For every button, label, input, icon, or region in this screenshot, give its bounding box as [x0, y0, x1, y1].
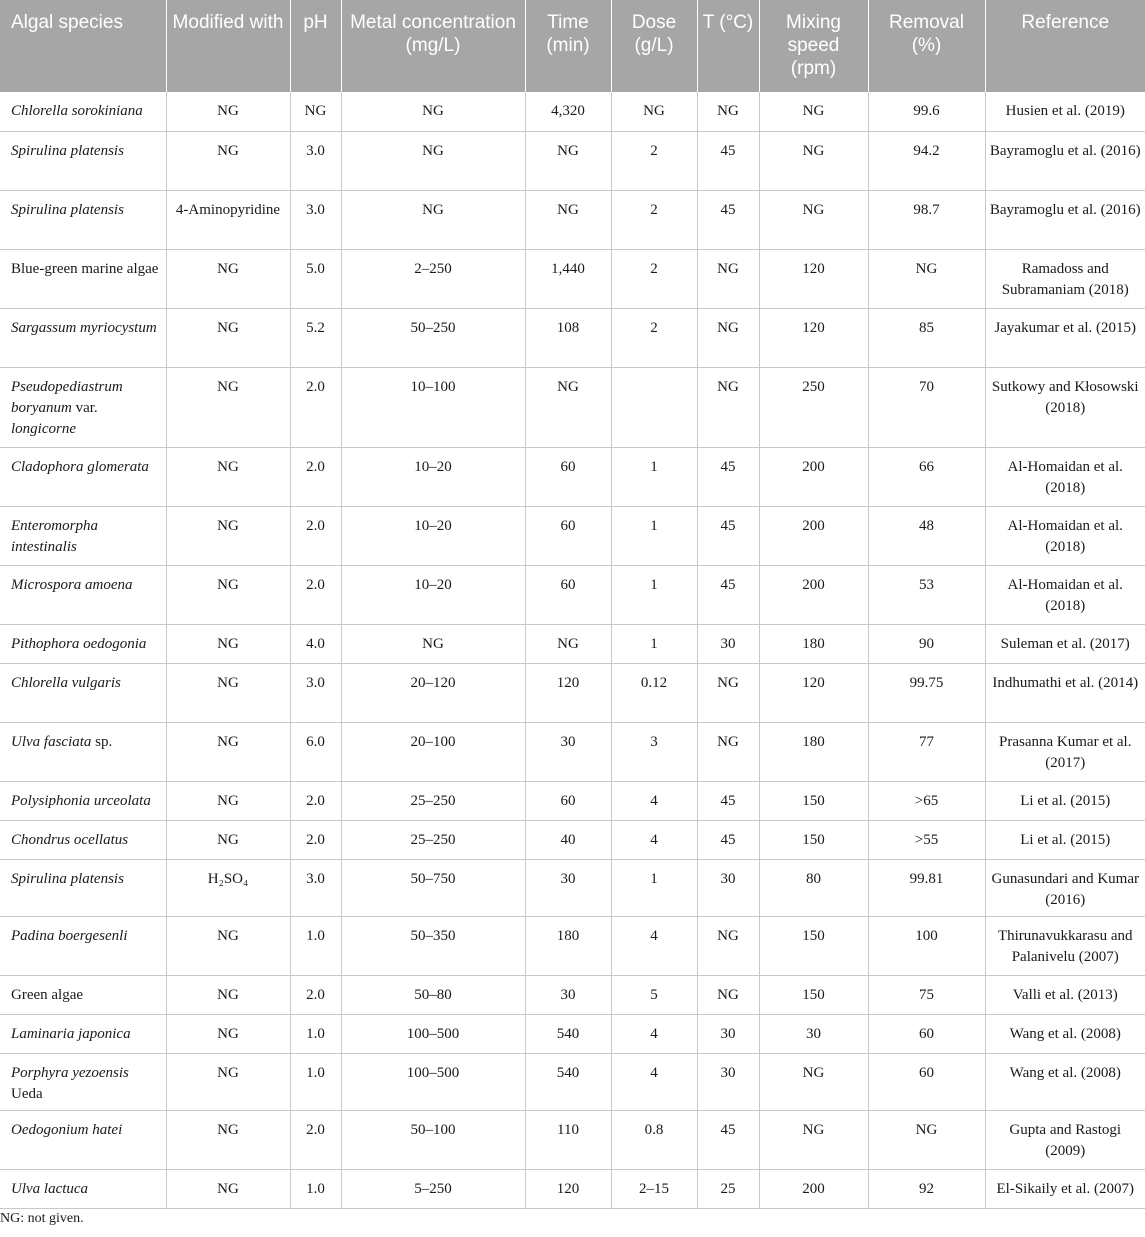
cell-temp: 45	[697, 565, 759, 624]
cell-ph: 2.0	[290, 367, 341, 447]
cell-temp: 30	[697, 1053, 759, 1110]
col-header-mixing: Mixing speed (rpm)	[759, 0, 868, 92]
table-row	[0, 1053, 1145, 1110]
footnote: NG: not given.	[0, 1211, 84, 1226]
cell-ph: 1.0	[290, 916, 341, 975]
species-name: Porphyra yezoensis	[11, 1064, 129, 1081]
species-name: Polysiphonia urceolata	[11, 792, 151, 809]
cell-modified: NG	[166, 916, 290, 975]
cell-ph: NG	[290, 92, 341, 131]
cell-modified: NG	[166, 1169, 290, 1208]
table-row	[0, 916, 1145, 975]
species-name: Microspora amoena	[11, 576, 133, 593]
cell-species	[0, 1014, 166, 1053]
cell-metal: 20–120	[341, 663, 525, 722]
table-row	[0, 131, 1145, 190]
cell-time: 120	[525, 663, 611, 722]
cell-reference: Al-Homaidan et al. (2018)	[985, 506, 1145, 565]
species-name: Pseudopediastrum boryanum	[11, 378, 123, 416]
cell-mixing: 120	[759, 663, 868, 722]
cell-species	[0, 447, 166, 506]
cell-dose: 4	[611, 916, 697, 975]
cell-removal: 66	[868, 447, 985, 506]
cell-modified: NG	[166, 820, 290, 859]
cell-removal: 60	[868, 1014, 985, 1053]
cell-time: 108	[525, 308, 611, 367]
species-name: Padina boergesenli	[11, 927, 128, 944]
cell-time: 540	[525, 1053, 611, 1110]
cell-modified: NG	[166, 308, 290, 367]
cell-dose: 2–15	[611, 1169, 697, 1208]
cell-mixing: 180	[759, 624, 868, 663]
table-row	[0, 663, 1145, 722]
cell-metal: 50–80	[341, 975, 525, 1014]
cell-mixing: 150	[759, 975, 868, 1014]
cell-time: 40	[525, 820, 611, 859]
cell-mixing: NG	[759, 1053, 868, 1110]
cell-ph: 1.0	[290, 1053, 341, 1110]
cell-removal: 98.7	[868, 190, 985, 249]
cell-ph: 2.0	[290, 447, 341, 506]
species-name: Oedogonium hatei	[11, 1121, 123, 1138]
cell-dose: 3	[611, 722, 697, 781]
cell-mixing: 180	[759, 722, 868, 781]
species-variety: longicorne	[11, 420, 76, 437]
table-row	[0, 1110, 1145, 1169]
cell-removal: 48	[868, 506, 985, 565]
cell-reference: Thirunavukkarasu and Palanivelu (2007)	[985, 916, 1145, 975]
cell-ph: 1.0	[290, 1014, 341, 1053]
cell-species	[0, 722, 166, 781]
cell-modified: NG	[166, 367, 290, 447]
cell-metal: 100–500	[341, 1014, 525, 1053]
cell-metal: 100–500	[341, 1053, 525, 1110]
cell-mixing: 120	[759, 249, 868, 308]
cell-temp: NG	[697, 916, 759, 975]
cell-time: NG	[525, 131, 611, 190]
cell-temp: 45	[697, 781, 759, 820]
cell-species	[0, 506, 166, 565]
cell-temp: NG	[697, 92, 759, 131]
cell-reference: Li et al. (2015)	[985, 781, 1145, 820]
table-row	[0, 447, 1145, 506]
species-qualifier: Blue-green marine algae	[11, 260, 159, 277]
cell-time: 60	[525, 447, 611, 506]
cell-metal: 25–250	[341, 820, 525, 859]
cell-time: 1,440	[525, 249, 611, 308]
cell-time: 30	[525, 975, 611, 1014]
cell-mixing: 80	[759, 859, 868, 916]
cell-species	[0, 859, 166, 916]
cell-reference: Sutkowy and Kłosowski (2018)	[985, 367, 1145, 447]
cell-dose: 5	[611, 975, 697, 1014]
cell-temp: NG	[697, 975, 759, 1014]
cell-mixing: 200	[759, 447, 868, 506]
cell-time: 30	[525, 722, 611, 781]
species-qualifier: Green algae	[11, 986, 84, 1003]
cell-temp: 45	[697, 506, 759, 565]
cell-species	[0, 308, 166, 367]
cell-species	[0, 1169, 166, 1208]
cell-modified: NG	[166, 975, 290, 1014]
cell-species	[0, 367, 166, 447]
col-header-modified: Modified with	[166, 0, 290, 92]
cell-temp: 45	[697, 447, 759, 506]
cell-metal: 25–250	[341, 781, 525, 820]
cell-temp: NG	[697, 249, 759, 308]
cell-time: NG	[525, 367, 611, 447]
cell-dose: 0.12	[611, 663, 697, 722]
cell-dose: 4	[611, 1053, 697, 1110]
cell-reference: Wang et al. (2008)	[985, 1053, 1145, 1110]
cell-mixing: 150	[759, 820, 868, 859]
species-name: Chondrus ocellatus	[11, 831, 129, 848]
cell-metal: 5–250	[341, 1169, 525, 1208]
cell-metal: 50–250	[341, 308, 525, 367]
cell-time: 60	[525, 506, 611, 565]
cell-dose: NG	[611, 92, 697, 131]
cell-metal: NG	[341, 190, 525, 249]
table-row	[0, 722, 1145, 781]
cell-modified: NG	[166, 624, 290, 663]
cell-reference: Li et al. (2015)	[985, 820, 1145, 859]
table-row	[0, 249, 1145, 308]
cell-time: 180	[525, 916, 611, 975]
cell-species	[0, 190, 166, 249]
cell-reference: Jayakumar et al. (2015)	[985, 308, 1145, 367]
species-name: Chlorella vulgaris	[11, 674, 121, 691]
cell-removal: 53	[868, 565, 985, 624]
cell-metal: 10–20	[341, 565, 525, 624]
cell-modified: NG	[166, 565, 290, 624]
cell-time: NG	[525, 624, 611, 663]
header-row	[0, 0, 1145, 92]
cell-species	[0, 663, 166, 722]
cell-modified: NG	[166, 447, 290, 506]
cell-ph: 6.0	[290, 722, 341, 781]
cell-reference: Ramadoss and Subramaniam (2018)	[985, 249, 1145, 308]
table-row	[0, 190, 1145, 249]
cell-modified: NG	[166, 1014, 290, 1053]
cell-ph: 3.0	[290, 859, 341, 916]
cell-temp: NG	[697, 308, 759, 367]
cell-metal: 50–350	[341, 916, 525, 975]
cell-removal: >65	[868, 781, 985, 820]
cell-time: 120	[525, 1169, 611, 1208]
cell-mixing: NG	[759, 92, 868, 131]
cell-reference: Al-Homaidan et al. (2018)	[985, 447, 1145, 506]
cell-temp: NG	[697, 663, 759, 722]
species-name: Laminaria japonica	[11, 1025, 131, 1042]
cell-temp: 45	[697, 1110, 759, 1169]
cell-reference: Indhumathi et al. (2014)	[985, 663, 1145, 722]
cell-reference: Bayramoglu et al. (2016)	[985, 131, 1145, 190]
table-row	[0, 308, 1145, 367]
cell-dose: 2	[611, 190, 697, 249]
cell-dose: 1	[611, 624, 697, 663]
cell-modified: 4-Aminopyridine	[166, 190, 290, 249]
col-header-removal: Removal (%)	[868, 0, 985, 92]
cell-mixing: NG	[759, 1110, 868, 1169]
cell-ph: 1.0	[290, 1169, 341, 1208]
cell-metal: NG	[341, 92, 525, 131]
cell-mixing: 150	[759, 781, 868, 820]
cell-ph: 2.0	[290, 565, 341, 624]
table-row	[0, 506, 1145, 565]
cell-removal: 75	[868, 975, 985, 1014]
cell-species	[0, 1110, 166, 1169]
species-qualifier: Ueda	[11, 1085, 43, 1102]
cell-removal: 90	[868, 624, 985, 663]
cell-modified: H₂SO₄	[166, 859, 290, 916]
cell-removal: 100	[868, 916, 985, 975]
species-qualifier: var.	[71, 399, 98, 416]
cell-modified: NG	[166, 131, 290, 190]
cell-modified: NG	[166, 92, 290, 131]
cell-ph: 3.0	[290, 131, 341, 190]
table-row	[0, 367, 1145, 447]
cell-species	[0, 565, 166, 624]
cell-reference: Gupta and Rastogi (2009)	[985, 1110, 1145, 1169]
cell-dose: 1	[611, 447, 697, 506]
cell-dose	[611, 367, 697, 447]
col-header-metal: Metal concentration (mg/L)	[341, 0, 525, 92]
cell-metal: 10–20	[341, 506, 525, 565]
cell-temp: 45	[697, 131, 759, 190]
species-name: Pithophora oedogonia	[11, 635, 147, 652]
cell-removal: NG	[868, 249, 985, 308]
cell-mixing: NG	[759, 131, 868, 190]
cell-temp: 30	[697, 859, 759, 916]
cell-dose: 1	[611, 859, 697, 916]
cell-temp: NG	[697, 722, 759, 781]
cell-species	[0, 975, 166, 1014]
table-row	[0, 565, 1145, 624]
cell-reference: Valli et al. (2013)	[985, 975, 1145, 1014]
cell-dose: 4	[611, 781, 697, 820]
cell-reference: Suleman et al. (2017)	[985, 624, 1145, 663]
cell-metal: NG	[341, 624, 525, 663]
cell-time: 30	[525, 859, 611, 916]
cell-modified: NG	[166, 1110, 290, 1169]
cell-species	[0, 624, 166, 663]
cell-ph: 4.0	[290, 624, 341, 663]
cell-removal: 77	[868, 722, 985, 781]
table-row	[0, 624, 1145, 663]
col-header-reference: Reference	[985, 0, 1145, 92]
species-name: Sargassum myriocystum	[11, 319, 157, 336]
species-qualifier: sp.	[91, 733, 113, 750]
cell-ph: 2.0	[290, 820, 341, 859]
cell-removal: 99.81	[868, 859, 985, 916]
cell-dose: 0.8	[611, 1110, 697, 1169]
species-name: Spirulina platensis	[11, 142, 124, 159]
col-header-species: Algal species	[0, 0, 166, 92]
species-name: Chlorella sorokiniana	[11, 103, 143, 119]
cell-dose: 4	[611, 1014, 697, 1053]
cell-time: 110	[525, 1110, 611, 1169]
cell-ph: 3.0	[290, 190, 341, 249]
cell-metal: NG	[341, 131, 525, 190]
cell-dose: 2	[611, 308, 697, 367]
cell-modified: NG	[166, 249, 290, 308]
cell-temp: 45	[697, 190, 759, 249]
species-name: Enteromorpha intestinalis	[11, 517, 98, 555]
cell-mixing: 120	[759, 308, 868, 367]
table-body	[0, 92, 1145, 1208]
cell-mixing: 200	[759, 1169, 868, 1208]
cell-species	[0, 781, 166, 820]
cell-species	[0, 916, 166, 975]
cell-mixing: 150	[759, 916, 868, 975]
cell-metal: 20–100	[341, 722, 525, 781]
cell-mixing: NG	[759, 190, 868, 249]
cell-species	[0, 249, 166, 308]
cell-species	[0, 820, 166, 859]
cell-metal: 50–100	[341, 1110, 525, 1169]
table-row	[0, 781, 1145, 820]
col-header-time: Time (min)	[525, 0, 611, 92]
cell-reference: Prasanna Kumar et al. (2017)	[985, 722, 1145, 781]
cell-modified: NG	[166, 722, 290, 781]
cell-removal: 92	[868, 1169, 985, 1208]
cell-dose: 4	[611, 820, 697, 859]
cell-reference: El-Sikaily et al. (2007)	[985, 1169, 1145, 1208]
cell-metal: 2–250	[341, 249, 525, 308]
species-name: Spirulina platensis	[11, 870, 124, 887]
cell-dose: 2	[611, 249, 697, 308]
cell-ph: 2.0	[290, 975, 341, 1014]
species-name: Cladophora glomerata	[11, 458, 149, 475]
cell-mixing: 200	[759, 565, 868, 624]
cell-reference: Gunasundari and Kumar (2016)	[985, 859, 1145, 916]
cell-removal: 99.75	[868, 663, 985, 722]
col-header-ph: pH	[290, 0, 341, 92]
cell-dose: 2	[611, 131, 697, 190]
cell-removal: 99.6	[868, 92, 985, 131]
cell-removal: 94.2	[868, 131, 985, 190]
cell-time: 540	[525, 1014, 611, 1053]
cell-removal: NG	[868, 1110, 985, 1169]
cell-modified: NG	[166, 1053, 290, 1110]
cell-ph: 2.0	[290, 506, 341, 565]
cell-removal: 70	[868, 367, 985, 447]
cell-species	[0, 1053, 166, 1110]
cell-removal: >55	[868, 820, 985, 859]
cell-removal: 60	[868, 1053, 985, 1110]
species-name: Spirulina platensis	[11, 201, 124, 218]
cell-species	[0, 92, 166, 131]
species-name: Ulva lactuca	[11, 1180, 89, 1197]
cell-reference: Wang et al. (2008)	[985, 1014, 1145, 1053]
cell-time: 4,320	[525, 92, 611, 131]
cell-modified: NG	[166, 506, 290, 565]
cell-ph: 5.2	[290, 308, 341, 367]
table-row	[0, 1169, 1145, 1208]
cell-ph: 5.0	[290, 249, 341, 308]
cell-modified: NG	[166, 781, 290, 820]
cell-time: NG	[525, 190, 611, 249]
cell-time: 60	[525, 565, 611, 624]
cell-ph: 2.0	[290, 781, 341, 820]
cell-time: 60	[525, 781, 611, 820]
col-header-dose: Dose (g/L)	[611, 0, 697, 92]
cell-ph: 2.0	[290, 1110, 341, 1169]
cell-metal: 50–750	[341, 859, 525, 916]
table-row	[0, 975, 1145, 1014]
cell-temp: 30	[697, 624, 759, 663]
cell-mixing: 30	[759, 1014, 868, 1053]
cell-reference: Bayramoglu et al. (2016)	[985, 190, 1145, 249]
cell-reference: Al-Homaidan et al. (2018)	[985, 565, 1145, 624]
cell-removal: 85	[868, 308, 985, 367]
table-row	[0, 859, 1145, 916]
cell-ph: 3.0	[290, 663, 341, 722]
cell-metal: 10–20	[341, 447, 525, 506]
species-name: Ulva fasciata	[11, 733, 92, 750]
cell-temp: 25	[697, 1169, 759, 1208]
cell-dose: 1	[611, 565, 697, 624]
table-row	[0, 820, 1145, 859]
cell-dose: 1	[611, 506, 697, 565]
cell-metal: 10–100	[341, 367, 525, 447]
cell-species	[0, 131, 166, 190]
cell-reference: Husien et al. (2019)	[985, 92, 1145, 131]
cell-temp: 45	[697, 820, 759, 859]
table-row	[0, 92, 1145, 131]
table-row	[0, 1014, 1145, 1053]
cell-mixing: 250	[759, 367, 868, 447]
col-header-temp: T (°C)	[697, 0, 759, 92]
cell-modified: NG	[166, 663, 290, 722]
cell-temp: 30	[697, 1014, 759, 1053]
cell-mixing: 200	[759, 506, 868, 565]
cell-temp: NG	[697, 367, 759, 447]
